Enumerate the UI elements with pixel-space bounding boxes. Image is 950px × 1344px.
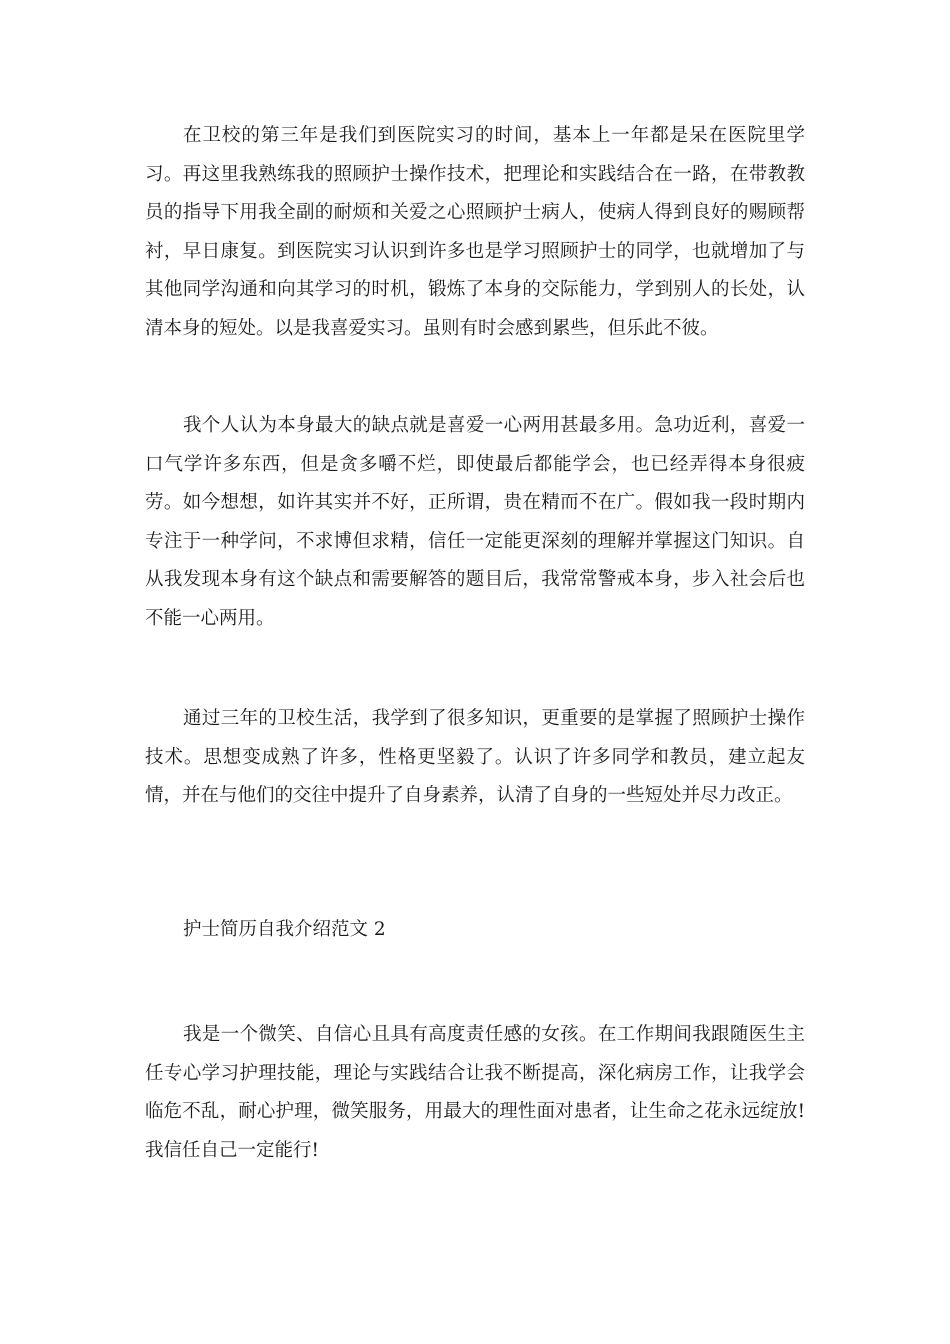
paragraph-summary: 通过三年的卫校生活，我学到了很多知识，更重要的是掌握了照顾护士操作技术。思想变成熟了许多，性格更坚毅了。认识了许多同学和教员，建立起友情，并在与他们的交往中提升了自身素养，认清了自身的一些短处并尽力改正。 [145,708,805,807]
paragraph-shortcoming: 我个人认为本身最大的缺点就是喜爱一心两用甚最多用。急功近利，喜爱一口气学许多东西，但是贪多嚼不烂，即使最后都能学会，也已经弄得本身很疲劳。如今想想，如许其实并不好，正所谓，贵在精而不在广。假如我一段时期内专注于一种学问，不求博但求精，信任一定能更深刻的理解并掌握这门知识。自从我发现本身有这个缺点和需要解答的题目后，我常常警戒本身，步入社会后也不能一心两用。 [145,415,805,629]
paragraph-internship: 在卫校的第三年是我们到医院实习的时间，基本上一年都是呆在医院里学习。再这里我熟练我的照顾护士操作技术，把理论和实践结合在一路，在带教教员的指导下用我全副的耐烦和关爱之心照顾护士病人，使病人得到良好的赐顾帮衬，早日康复。到医院实习认识到许多也是学习照顾护士的同学，也就增加了与其他同学沟通和向其学习的时机，锻炼了本身的交际能力，学到别人的长处，认清本身的短处。以是我喜爱实习。虽则有时会感到累些，但乐此不彼。 [145,125,805,339]
paragraph-self-introduction: 我是一个微笑、自信心且具有高度责任感的女孩。在工作期间我跟随医生主任专心学习护理技能，理论与实践结合让我不断提高，深化病房工作，让我学会临危不乱，耐心护理，微笑服务，用最大的理性面对患者，让生命之花永远绽放!我信任自己一定能行! [145,1024,805,1161]
section-heading: 护士简历自我介绍范文 2 [183,919,386,940]
